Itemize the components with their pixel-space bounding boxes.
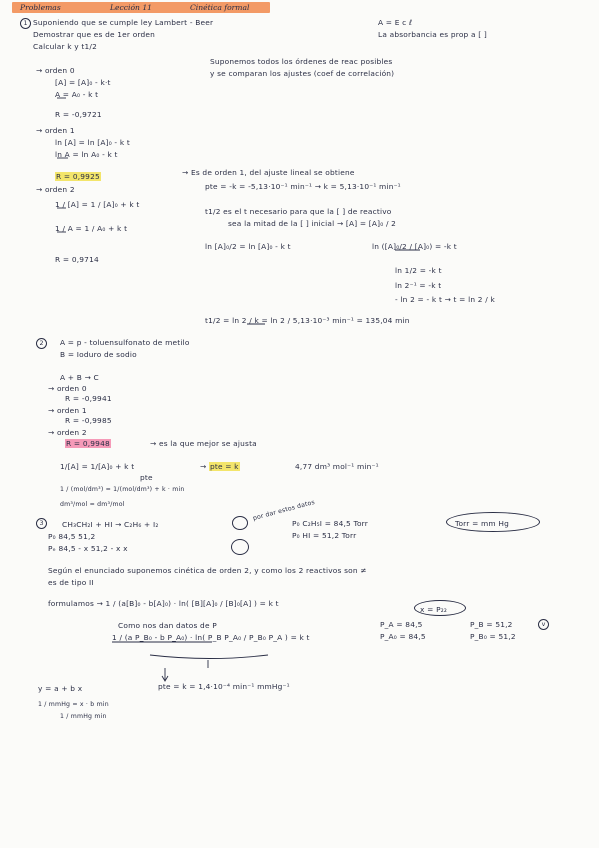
p2-order-0-r: R = -0,9941 — [65, 394, 112, 403]
problem-1-number: 1 — [20, 18, 31, 29]
p1-derivation-3: ln 1/2 = -k t — [395, 266, 442, 275]
p2-pte: pte = k — [209, 462, 239, 471]
p1-order-0-eq2: A = A₀ - k t — [55, 90, 99, 99]
p1-absorbance-note: La absorbancia es prop a [ ] — [378, 30, 487, 39]
p1-order-0-eq: [A] = [A]₀ - k·t — [55, 78, 111, 87]
p1-derivation-2: ln ([A]₀/2 / [A]₀) = -k t — [372, 242, 457, 251]
p1-statement-1: Suponiendo que se cumple ley Lambert - Beer — [33, 18, 214, 27]
p1-conclusion-2: pte = -k = -5,13·10⁻¹ min⁻¹ → k = 5,13·10⁻¹ min⁻¹ — [205, 182, 401, 191]
p1-note-1: Suponemos todos los órdenes de reac posibles — [210, 57, 393, 66]
p2-rate-law: 1/[A] = 1/[A]₀ + k t — [60, 462, 135, 471]
header-tab-problemas: Problemas — [20, 3, 61, 12]
p2-order-1: orden 1 — [56, 406, 87, 415]
p1-derivation-4: ln 2⁻¹ = -k t — [395, 281, 442, 290]
p1-halflife-result: t1/2 = ln 2 / k = ln 2 / 5,13·10⁻³ min⁻¹ = 135,04 min — [205, 316, 410, 325]
p3-final-row: Pₑ 84,5 - x 51,2 - x x — [48, 544, 128, 553]
p1-order-2-r: R = 0,9714 — [55, 255, 99, 264]
p2-species-a: A = p - toluensulfonato de metilo — [60, 338, 190, 347]
p1-order-2-eq: 1 / [A] = 1 / [A]₀ + k t — [55, 200, 140, 209]
p3-x-definition: x = P₂₂ — [420, 605, 448, 614]
p1-order-0-r: R = -0,9721 — [55, 110, 102, 119]
p3-torr-note: Torr = mm Hg — [455, 519, 510, 528]
p1-note-2: y se comparan los ajustes (coef de correlación) — [210, 69, 395, 78]
p3-units-1: 1 / mmHg = x · b min — [38, 701, 109, 708]
p1-beer-law: A = E c ℓ — [378, 18, 413, 27]
p2-reaction: A + B → C — [60, 373, 99, 382]
p3-pa0: P_A₀ = 84,5 — [380, 632, 426, 641]
p2-best-fit-note: es la que mejor se ajusta — [158, 439, 257, 448]
p3-initial-row: P₀ 84,5 51,2 — [48, 532, 96, 541]
p2-k-value: 4,77 dm³ mol⁻¹ min⁻¹ — [295, 462, 379, 471]
p2-order-2-r: R = 0,9948 — [66, 439, 110, 448]
p3-formula-1: formulamos → 1 / (a[B]₀ - b[A]₀) · ln( [B][A]₀ / [B]₀[A] ) = k t — [48, 599, 279, 608]
p2-order-2: orden 2 — [56, 428, 87, 437]
p3-side-note: por dar estos datos — [252, 498, 316, 523]
p1-conclusion-1: Es de orden 1, del ajuste lineal se obtiene — [190, 168, 355, 177]
p3-formula-note: Como nos dan datos de P — [118, 621, 217, 630]
p1-order-1: orden 1 — [44, 126, 75, 135]
problem-3-number: 3 — [36, 518, 47, 529]
p1-statement-3: Calcular k y t1/2 — [33, 42, 98, 51]
p1-order-0: orden 0 — [44, 66, 75, 75]
p1-order-2: orden 2 — [44, 185, 75, 194]
p3-data-2: P₀ HI = 51,2 Torr — [292, 531, 357, 540]
p1-derivation-5: - ln 2 = - k t → t = ln 2 / k — [395, 295, 495, 304]
p3-pb0: P_B₀ = 51,2 — [470, 632, 516, 641]
p1-halflife-def-1: t1/2 es el t necesario para que la [ ] de reactivo — [205, 207, 392, 216]
check-circle: v — [538, 619, 549, 630]
p3-units-2: 1 / mmHg min — [60, 713, 107, 720]
p2-order-1-r: R = -0,9985 — [65, 416, 112, 425]
p1-order-1-r: R = 0,9925 — [56, 172, 100, 181]
p3-reaction: CH₃CH₂I + HI → C₂H₆ + I₂ — [62, 520, 159, 529]
p3-formula-2: 1 / (a P_B₀ - b P_A₀) · ln( P_B P_A₀ / P_B₀ P_A ) = k t — [112, 633, 310, 642]
p1-derivation-1: ln [A]₀/2 = ln [A]₀ - k t — [205, 242, 291, 251]
p1-order-1-eq2: ln A = ln A₀ - k t — [55, 150, 118, 159]
p1-statement-2: Demostrar que es de 1er orden — [33, 30, 156, 39]
p3-pa: P_A = 84,5 — [380, 620, 423, 629]
p1-order-1-eq: ln [A] = ln [A]₀ - k t — [55, 138, 130, 147]
header-tab-leccion: Lección 11 — [110, 3, 153, 12]
problem-2-number: 2 — [36, 338, 47, 349]
p3-text-1: Según el enunciado suponemos cinética de orden 2, y como los 2 reactivos son ≠ — [48, 566, 367, 575]
p2-units-2: dm³/mol = dm³/mol — [60, 501, 125, 508]
header-tab-cinetica: Cinética formal — [190, 3, 250, 12]
notebook-page: Problemas Lección 11 Cinética formal 1 Suponiendo que se cumple ley Lambert - Beer Demostrar que es de 1er orden Calcular k y t1/2 A = E c ℓ La absorbancia es prop a [ ] Suponemos todos los órdenes de reac posibles y se comparan los ajustes (coef de correlación) → orden 0 [A] = [A]₀ - k·t A = A₀ - k t R = -0,9721 → orden 1 ln [A] = ln [A]₀ - k t ln A = ln A₀ - k t R = 0,9925 → orden 2 1 / [A] = 1 / [A]₀ + k t 1 / A = 1 / A₀ + k t R = 0,9714 → Es de orden 1, del ajuste lineal se obtiene pte = -k = -5,13·10⁻¹ min⁻¹ → k = 5,13·10⁻¹ min⁻¹ t1/2 es el t necesario para que la [ ] de reactivo sea la mitad de la [ ] inicial → [A] = [A]₀ / 2 ln [A]₀/2 = ln [A]₀ - k t ln ([A]₀/2 / [A]₀) = -k t ln 1/2 = -k t ln 2⁻¹ = -k t - ln 2 = - k t → t = ln 2 / k t1/2 = ln 2 / k = ln 2 / 5,13·10⁻³ min⁻¹ = 135,04 min 2 A = p - toluensulfonato de metilo B = Ioduro de sodio A + B → C → orden 0 R = -0,9941 → orden 1 R = -0,9985 → orden 2 R = 0,9948 → es la que mejor se ajusta 1/[A] = 1/[A]₀ + k t pte → pte = k 4,77 dm³ mol⁻¹ min⁻¹ 1 / (mol/dm³) = 1/(mol/dm³) + k · min dm³/mol = dm³/mol 3 CH₃CH₂I + HI → C₂H₆ + I₂ por dar estos datos P₀ 84,5 51,2 Pₑ 84,5 - x 51,2 - x x P₀ C₂H₅I = 84,5 Torr P₀ HI = 51,2 Torr Torr = mm Hg Según el enunciado suponemos cinética de orden 2, y como los 2 reactivos son ≠ es de tipo II formulamos → 1 / (a[B]₀ - b[A]₀) · ln( [B][A]₀ / [B]₀[A] ) = k t Como nos dan datos de P 1 / (a P_B₀ - b P_A₀) · ln( P_B P_A₀ / P_B₀ P_A ) = k t x = P₂₂ P_A = 84,5 P_A₀ = 84,5 P_B = 51,2 P_B₀ = 51,2 v pte = k = 1,4·10⁻⁴ min⁻¹ mmHg⁻¹ y = a + b x 1 / mmHg = x · b min 1 / mmHg min — [0, 0, 599, 848]
p2-species-b: B = Ioduro de sodio — [60, 350, 137, 359]
p3-data-1: P₀ C₂H₅I = 84,5 Torr — [292, 519, 369, 528]
p3-slope-result: pte = k = 1,4·10⁻⁴ min⁻¹ mmHg⁻¹ — [158, 682, 290, 691]
p3-text-2: es de tipo II — [48, 578, 94, 587]
p1-order-2-eq2: 1 / A = 1 / A₀ + k t — [55, 224, 128, 233]
p2-units-1: 1 / (mol/dm³) = 1/(mol/dm³) + k · min — [60, 486, 185, 493]
p3-pb: P_B = 51,2 — [470, 620, 513, 629]
p1-halflife-def-2: sea la mitad de la [ ] inicial → [A] = [A]₀ / 2 — [228, 219, 397, 228]
p3-linear-form: y = a + b x — [38, 684, 83, 693]
p2-pte-label: pte — [140, 473, 153, 482]
p2-order-0: orden 0 — [56, 384, 87, 393]
